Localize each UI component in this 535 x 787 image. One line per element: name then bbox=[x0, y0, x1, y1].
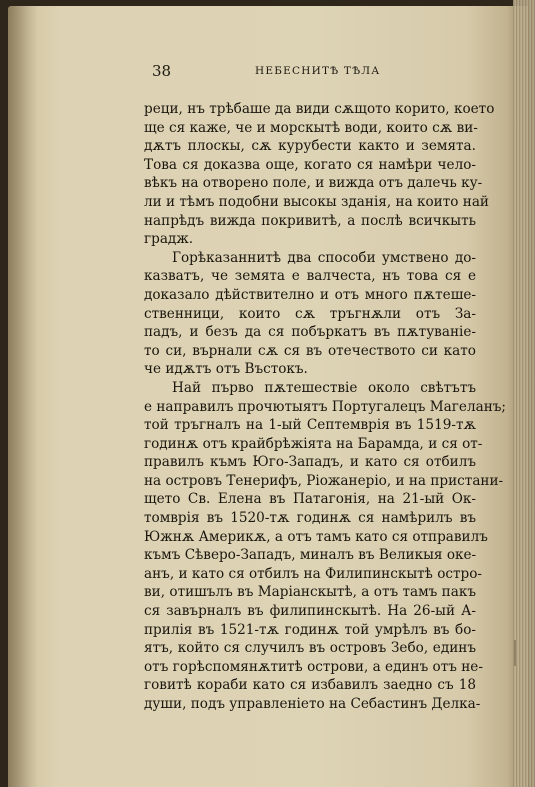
text-line: ще ся каже, че и морскытѣ води, които сѫ ви- bbox=[144, 119, 478, 136]
paragraph bbox=[144, 379, 506, 714]
text-line: доказало дѣйствително и отъ много пѫтеше- bbox=[144, 286, 476, 303]
text-line: реци, нъ трѣбаше да види сѫщото корито, което bbox=[144, 101, 495, 117]
text-line: то си, върнали сѫ ся въ отечеството си като bbox=[144, 342, 476, 359]
text-line: Най първо пѫтешествіе около свѣтътъ bbox=[172, 379, 476, 396]
text-line: говитѣ кораби като ся избавилъ заедно съ 18 bbox=[144, 677, 476, 694]
running-title: НЕБЕСНИТѢ ТѢЛА bbox=[255, 65, 381, 77]
text-line: Горѣказаннитѣ два способи умствено до- bbox=[172, 249, 476, 266]
text-line: Това ся доказва още, когато ся намѣри чело- bbox=[144, 156, 476, 173]
text-line: ся завърналъ въ филипинскытѣ. На 26-ый А- bbox=[144, 603, 476, 620]
text-line: правилъ къмъ Юго-Западъ, и като ся отбилъ bbox=[144, 454, 476, 471]
page-number: 38 bbox=[152, 62, 172, 80]
text-line: души, подъ управленіето на Себастинъ Делка- bbox=[144, 696, 481, 712]
text-line: напрѣдъ вижда покривитѣ, а послѣ всичкыть bbox=[144, 212, 476, 229]
text-line: ли и тѣмъ подобни высокы зданія, на които най bbox=[144, 193, 489, 210]
text-line: вѣкъ на отворено поле, и вижда отъ далечь ку- bbox=[144, 175, 483, 192]
text-line: анъ, и като ся отбилъ на Филипинскытѣ остро- bbox=[144, 565, 482, 582]
text-line: прилія въ 1521-тѫ годинѫ той умрѣлъ въ бо- bbox=[144, 621, 476, 638]
text-line: щето Св. Елена въ Патагонія, на 21-ый Ок- bbox=[144, 491, 476, 508]
text-line: ственници, които сѫ тръгнѫли отъ За- bbox=[144, 305, 476, 322]
text-line: къмъ Сѣверо-Западъ, миналъ въ Великыя оке- bbox=[144, 547, 477, 564]
body-text bbox=[144, 100, 506, 714]
text-line: е направилъ прочютыятъ Португалецъ Магеланъ; bbox=[144, 398, 506, 415]
text-line: на островъ Тенерифъ, Ріожанеріо, и на пристани- bbox=[144, 472, 504, 489]
text-line: падъ, и безъ да ся побъркатъ въ пѫтуваніе- bbox=[144, 324, 476, 341]
text-line: казватъ, че земята е валчеста, нъ това ся е bbox=[144, 268, 476, 285]
text-line: той тръгналъ на 1-ый Септемврія въ 1519-тѫ bbox=[144, 417, 476, 434]
paragraph bbox=[144, 100, 495, 249]
page-header bbox=[152, 62, 464, 82]
text-line: градж. bbox=[144, 231, 194, 248]
text-line: дѫтъ плоскы, сѫ курубести както и земята. bbox=[144, 138, 476, 155]
edge-mark bbox=[514, 640, 516, 666]
spine-shadow bbox=[8, 6, 38, 787]
text-line: Южнѫ Америкѫ, а отъ тамъ като ся отправилъ bbox=[144, 528, 488, 545]
text-line: ви, отишълъ въ Маріанскытѣ, а отъ тамъ пакъ bbox=[144, 584, 476, 601]
text-line: ятъ, който ся случилъ въ островъ Зебо, единъ bbox=[144, 640, 476, 657]
text-line: че идѫтъ отъ Въстокъ. bbox=[144, 361, 308, 378]
text-line: томврія въ 1520-тѫ годинѫ ся намѣрилъ въ bbox=[144, 510, 476, 527]
paragraph bbox=[144, 249, 476, 379]
text-line: отъ горѣспомянѫтитѣ острови, а единъ отъ не- bbox=[144, 658, 483, 675]
text-line: годинѫ отъ крайбрѣжіята на Барамда, и ся от- bbox=[144, 435, 483, 452]
page-edges bbox=[513, 0, 535, 787]
